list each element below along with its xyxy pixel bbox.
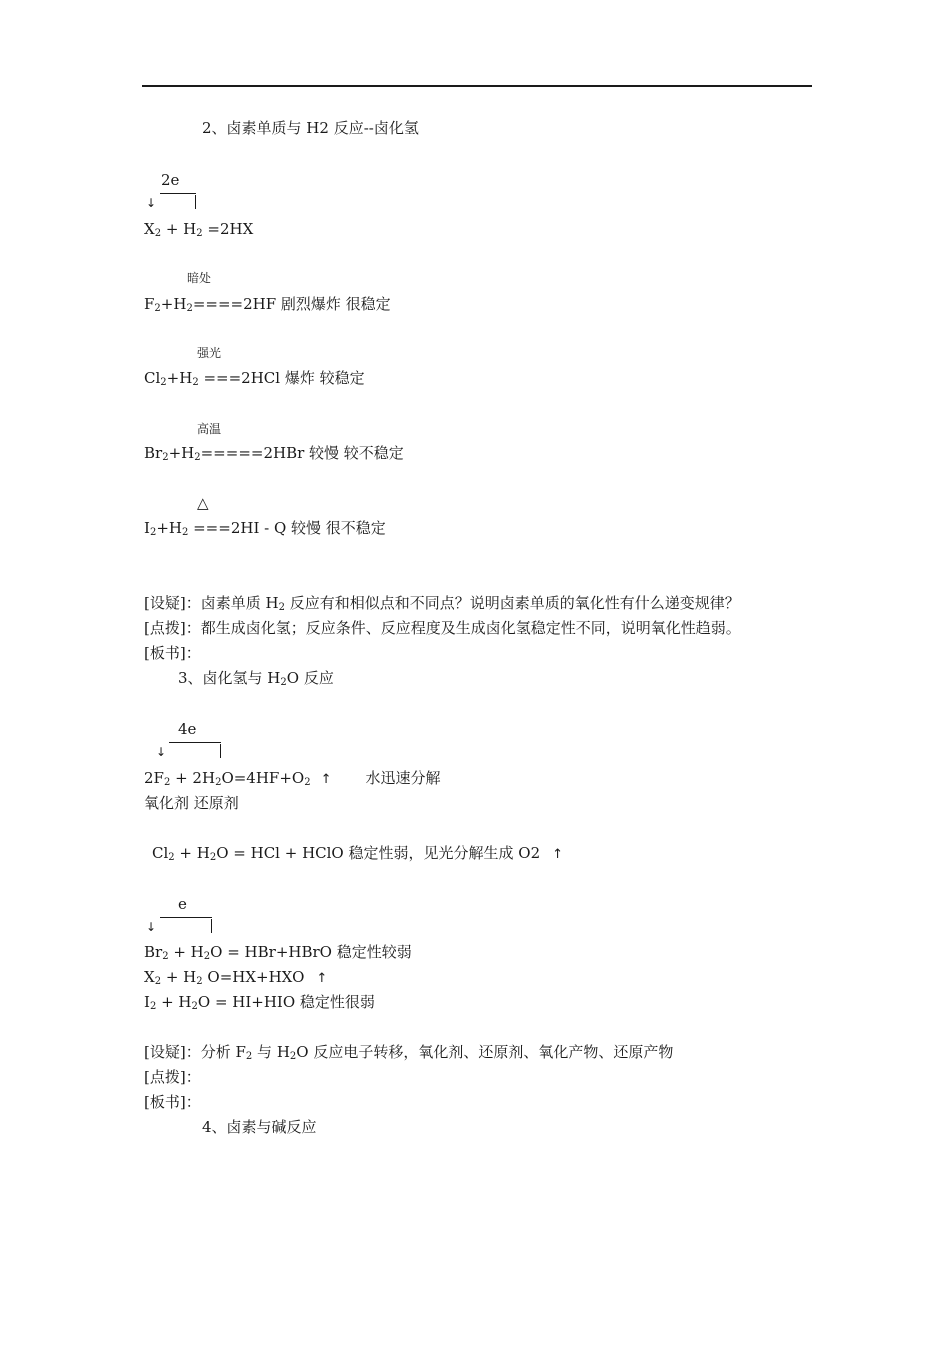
gas-up-arrow-icon: ↑ xyxy=(316,971,328,986)
x2-water-equation: $X_2 + H_2$ O=HX+HXO ↑ xyxy=(144,968,328,987)
heat-triangle-icon: △ xyxy=(197,494,209,512)
general-equation: $X_2 + H_2 =2HX$ xyxy=(144,220,254,239)
transfer-bracket xyxy=(160,193,196,194)
gas-up-arrow-icon: ↑ xyxy=(320,772,332,787)
i2-water-equation: $I_2 + H_2O = HI+HIO$ 稳定性很弱 xyxy=(144,993,375,1012)
electron-transfer-label: 2e xyxy=(161,171,180,189)
transfer-bracket-br2 xyxy=(160,917,212,918)
f2-equation: $F_2+H_2====2HF$ 剧烈爆炸 很稳定 xyxy=(144,295,391,314)
down-arrow-icon: ↓ xyxy=(146,196,157,210)
transfer-bracket-tick-f2 xyxy=(220,744,221,758)
section-3-heading: 3、卤化氢与 $H_2O$ 反应 xyxy=(178,669,334,688)
transfer-bracket-tick xyxy=(195,195,196,209)
board-2: [板书]： xyxy=(144,644,201,662)
oxidant-reductant-labels: 氧化剂 还原剂 xyxy=(144,794,239,812)
question-2: [设疑]：卤素单质 $H_2$ 反应有和相似点和不同点？说明卤素单质的氧化性有什么递变规律？ xyxy=(144,594,740,613)
transfer-bracket-tick-br2 xyxy=(211,919,212,933)
hint-2: [点拨]：都生成卤化氢；反应条件、反应程度及生成卤化氢稳定性不同，说明氧化性趋弱。 xyxy=(144,619,741,637)
section-4-heading: 4、卤素与碱反应 xyxy=(202,1118,317,1136)
section-2-heading: 2、卤素单质与 H2 反应--卤化氢 xyxy=(202,119,419,137)
down-arrow-icon: ↓ xyxy=(156,745,167,759)
down-arrow-icon: ↓ xyxy=(146,920,157,934)
question-3: [设疑]：分析 $F_2$ 与 $H_2O$ 反应电子转移，氧化剂、还原剂、氧化产物、还原产物 xyxy=(144,1043,674,1062)
cl2-equation: $Cl_2+H_2 ===2HCl$ 爆炸 较稳定 xyxy=(144,369,365,388)
electron-transfer-label-br2: e xyxy=(178,895,187,913)
i2-equation: $I_2+H_2 ===2HI - Q$ 较慢 很不稳定 xyxy=(144,519,386,538)
electron-transfer-label-f2: 4e xyxy=(178,720,197,738)
f2-condition: 暗处 xyxy=(187,271,212,285)
br2-water-equation: $Br_2 + H_2O$ = HBr+HBrO 稳定性较弱 xyxy=(144,943,412,962)
br2-condition: 高温 xyxy=(197,422,222,436)
board-3: [板书]： xyxy=(144,1093,201,1111)
header-rule xyxy=(142,85,812,87)
cl2-water-equation: $Cl_2 + H_2O$ = HCl + HClO 稳定性弱，见光分解生成 O2 ↑ xyxy=(152,844,564,863)
br2-equation: $Br_2+H_2=====2HBr$ 较慢 较不稳定 xyxy=(144,444,404,463)
gas-up-arrow-icon: ↑ xyxy=(552,847,564,862)
cl2-condition: 强光 xyxy=(197,346,222,360)
transfer-bracket-f2 xyxy=(169,742,221,743)
hint-3: [点拨]： xyxy=(144,1068,201,1086)
f2-water-equation: $2F_2 + 2H_2O=4HF+O_2$ ↑ 水迅速分解 xyxy=(144,769,441,788)
